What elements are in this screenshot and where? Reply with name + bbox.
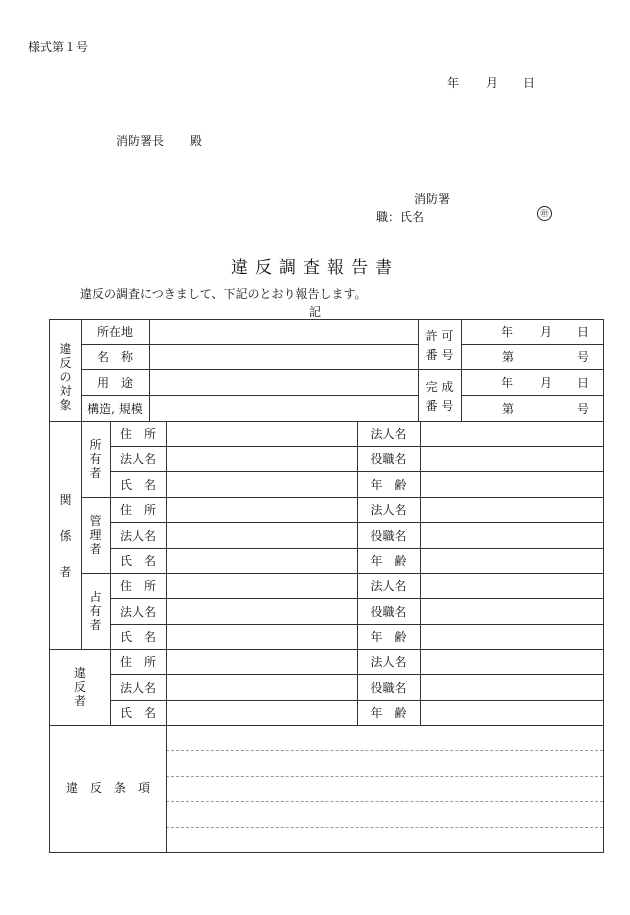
completion-date-day: 日 [577, 376, 590, 390]
permit-label-2: 番 号 [425, 348, 454, 362]
violator-label: 違反者 [74, 666, 87, 708]
occupant-corp-label: 法人名 [119, 605, 156, 619]
occupant-corp-right-label: 法人名 [370, 579, 407, 593]
owner-label: 所有者 [89, 438, 102, 480]
manager-age-label: 年 齢 [370, 554, 407, 568]
violator-address-label: 住 所 [119, 655, 156, 669]
completion-label-2: 番 号 [425, 399, 454, 413]
manager-address-label: 住 所 [119, 503, 156, 517]
occupant-title-label: 役職名 [370, 605, 407, 619]
violator-title-label: 役職名 [370, 681, 407, 695]
manager-name-label: 氏 名 [119, 554, 156, 568]
parties-char-2: 係 [59, 529, 72, 543]
permit-date-month: 月 [540, 325, 553, 339]
date-month: 月 [486, 76, 499, 90]
violation-clause-field[interactable] [167, 726, 602, 851]
completion-date-month: 月 [540, 376, 553, 390]
completion-date-year: 年 [501, 376, 514, 390]
owner-age-label: 年 齢 [370, 478, 407, 492]
date-day: 日 [523, 76, 536, 90]
sender-station: 消防署 [414, 192, 451, 206]
structure-field[interactable] [150, 397, 417, 420]
violation-clause-label: 違 反 条 項 [65, 781, 150, 795]
name-field[interactable] [150, 346, 417, 368]
target-location-label: 所在地 [96, 325, 133, 339]
owner-corp-right-label: 法人名 [370, 427, 407, 441]
permit-date-day: 日 [577, 325, 590, 339]
recipient [116, 132, 202, 149]
occupant-label: 占有者 [89, 590, 102, 632]
completion-label-1: 完 成 [425, 380, 454, 394]
parties-char-3: 者 [59, 565, 72, 579]
intro-text: 違反の調査につきまして、下記のとおり報告します。 [80, 287, 367, 301]
document-title: 違反調査報告書 [231, 258, 399, 278]
occupant-address-label: 住 所 [119, 579, 156, 593]
violator-name-label: 氏 名 [119, 706, 156, 720]
violator-corp-right-label: 法人名 [370, 655, 407, 669]
owner-corp-label: 法人名 [119, 452, 156, 466]
sender-position-name: 職：氏名 [376, 210, 425, 224]
manager-title-label: 役職名 [370, 529, 407, 543]
completion-number-suffix: 号 [577, 402, 590, 416]
recipient-honorific: 殿 [189, 134, 202, 148]
ki-label: 記 [308, 305, 321, 319]
manager-corp-right-label: 法人名 [370, 503, 407, 517]
target-header: 違反の対象 [59, 342, 72, 412]
permit-date-year: 年 [501, 325, 514, 339]
owner-title-label: 役職名 [370, 452, 407, 466]
target-use-label: 用 途 [96, 376, 133, 390]
target-structure-label: 構造, 規模 [87, 402, 143, 416]
parties-char-1: 関 [59, 493, 72, 507]
permit-label-1: 許 可 [425, 329, 454, 343]
owner-address-label: 住 所 [119, 427, 156, 441]
seal-icon: ㊞ [537, 206, 552, 221]
recipient-title: 消防署長 [116, 134, 165, 148]
permit-number-prefix: 第 [502, 350, 515, 364]
violator-corp-label: 法人名 [119, 681, 156, 695]
target-name-label: 名 称 [96, 350, 133, 364]
occupant-age-label: 年 齢 [370, 630, 407, 644]
report-table [49, 319, 604, 853]
date-year: 年 [447, 76, 460, 90]
use-field[interactable] [150, 371, 417, 394]
violator-age-label: 年 齢 [370, 706, 407, 720]
manager-label: 管理者 [89, 514, 102, 556]
occupant-name-label: 氏 名 [119, 630, 156, 644]
location-field[interactable] [150, 321, 417, 343]
owner-name-label: 氏 名 [119, 478, 156, 492]
form-id: 様式第１号 [28, 40, 89, 54]
permit-number-suffix: 号 [577, 350, 590, 364]
manager-corp-label: 法人名 [119, 529, 156, 543]
completion-number-prefix: 第 [502, 402, 515, 416]
